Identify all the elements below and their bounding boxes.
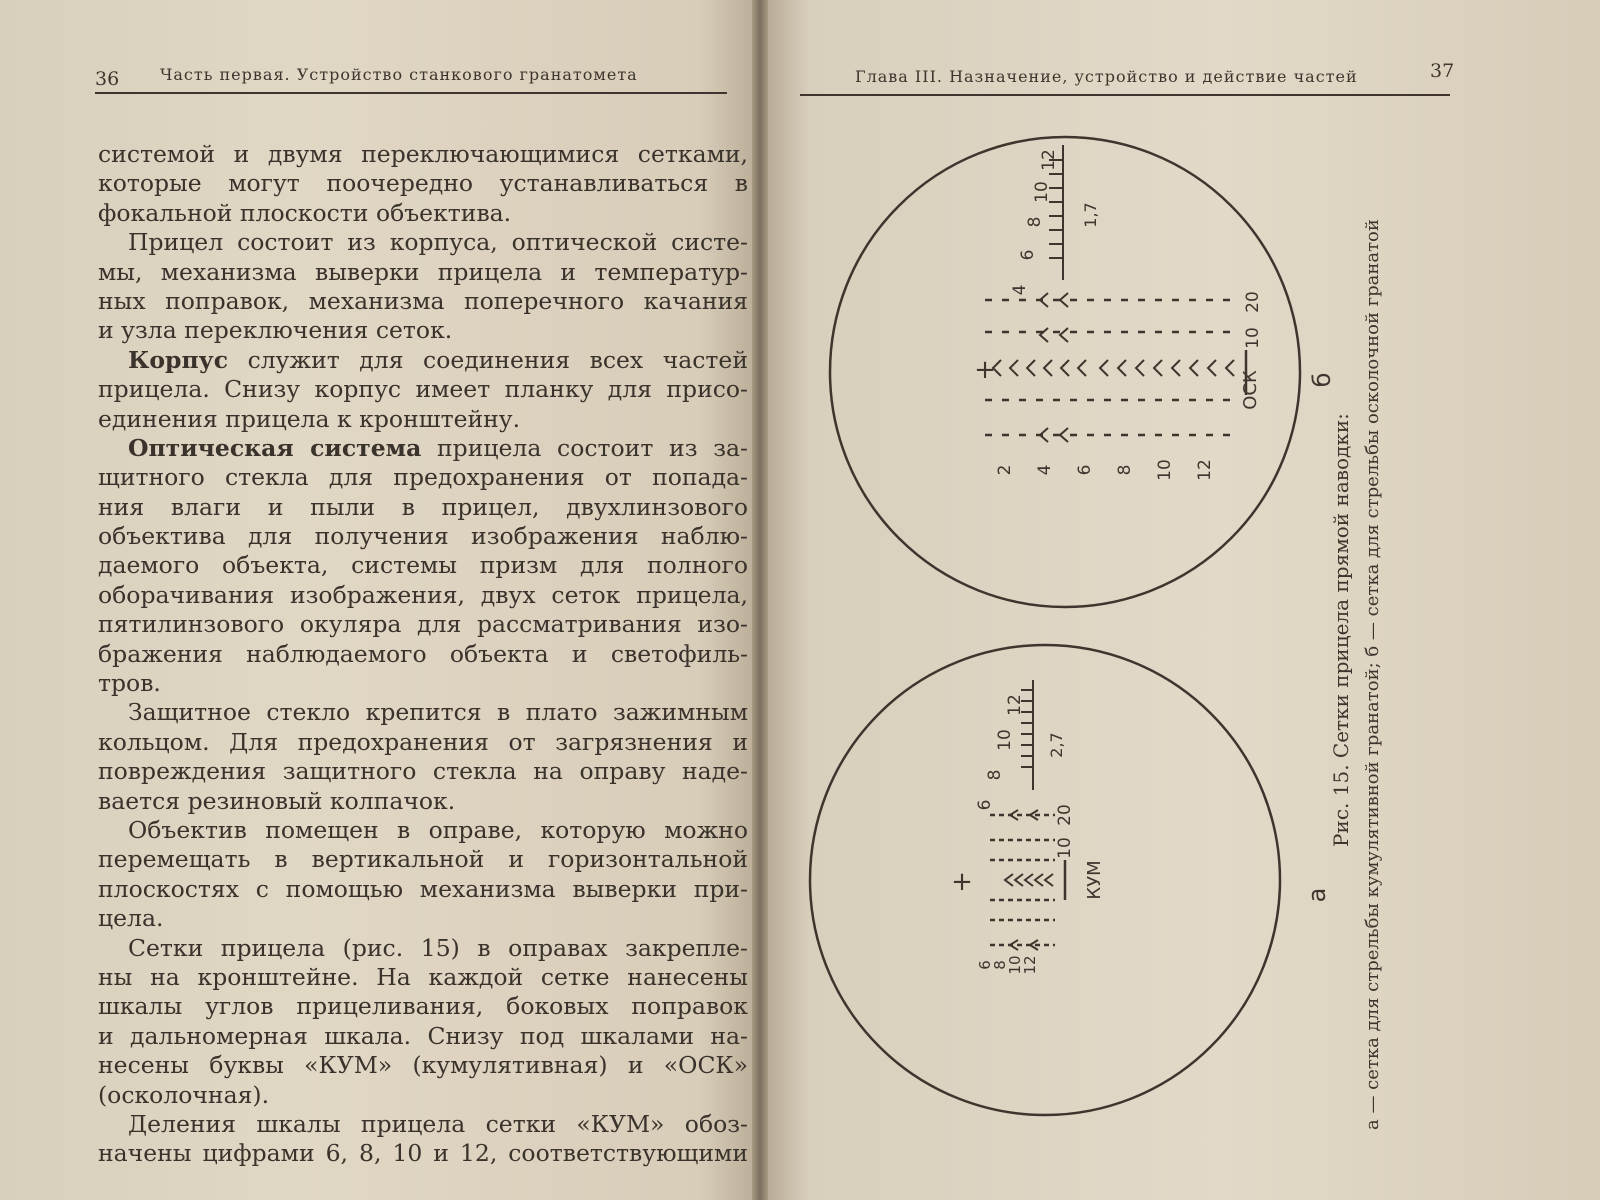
reticle-a-bottom-scale-label: 12 (1021, 955, 1039, 975)
reticle-b-chevron (1027, 360, 1035, 376)
reticle-b-chevron (1190, 360, 1198, 376)
line-text: и дальномерная шкала. Снизу под шкалами на- (98, 1021, 748, 1050)
reticle-a-chevron (1045, 874, 1053, 886)
reticle-b-side-scale-label: 20 (1243, 291, 1263, 313)
reticle-b-top-scale-label: 10 (1032, 181, 1052, 203)
reticle-a-bottom-scale-label: 6 (976, 960, 994, 970)
line-text: тров. (98, 669, 161, 698)
reticle-b-chevron (1044, 360, 1052, 376)
reticle-b-chevron (1078, 360, 1086, 376)
reticle-b-chevron (1040, 293, 1048, 307)
reticle-a-top-scale-label: 10 (995, 729, 1015, 751)
line-text: прицела. Снизу корпус имеет планку для присо- (98, 375, 748, 404)
right-header-title: Глава III. Назначение, устройство и действие частей (855, 67, 1358, 86)
line-text: Объектив помещен в оправе, которую можно (128, 815, 748, 844)
caption-title: Рис. 15. Сетки прицела прямой наводки: (1329, 413, 1353, 847)
line-text: Сетки прицела (рис. 15) в оправах закрепле- (128, 933, 748, 962)
reticle-b-top-scale-label: 8 (1025, 216, 1045, 228)
reticle-a-chevron (1005, 874, 1013, 886)
reticle-a-bottom-scale-label: 10 (1006, 955, 1024, 975)
reticle-b-top-scale-label: 6 (1018, 249, 1038, 261)
reticle-a-bottom-scale-label: 8 (991, 960, 1009, 970)
line-text: плоскостях с помощью механизма выверки при- (98, 874, 748, 903)
reticle-b-chevron (1100, 360, 1108, 376)
caption-text: а — сетка для стрельбы кумулятивной гранатой; б — сетка для стрельбы осколочной гранатой (1362, 219, 1383, 1130)
reticle-a-chevron (1025, 874, 1033, 886)
reticle-b (830, 137, 1336, 607)
reticle-b-chevron (1136, 360, 1144, 376)
left-header-title: Часть первая. Устройство станкового гранатомета (160, 65, 638, 84)
reticle-a-dash-rows (990, 810, 1055, 950)
reticle-a-chevron (1010, 940, 1018, 950)
line-text: системой и двумя переключающимися сетками, (98, 140, 748, 168)
figure-caption (1325, 130, 1455, 1130)
reticle-b-bottom-scale-label: 8 (1115, 464, 1135, 476)
right-page-number: 37 (1430, 60, 1455, 82)
reticle-b-bottom-scale-label: 2 (995, 464, 1015, 476)
reticle-b-bottom-scale-label: 12 (1195, 459, 1215, 481)
reticle-b-label: ОСК (1240, 370, 1261, 410)
reticle-a-side-scale-label: 10 (1055, 837, 1075, 859)
reticle-b-chevron (1060, 293, 1068, 307)
reticle-a-letter: а (1303, 887, 1331, 903)
line-text: Защитное стекло крепится в плато зажимным (128, 698, 748, 727)
line-text: ных поправок, механизма поперечного качания (98, 286, 748, 315)
line-text: ния влаги и пыли в прицел, двухлинзового (98, 492, 748, 521)
reticle-a-top-scale-label: 6 (975, 799, 995, 811)
reticle-b-cross: + (974, 355, 996, 385)
reticle-b-chevron (1061, 360, 1069, 376)
reticle-a-side-scale-label: 20 (1055, 804, 1075, 826)
line-text: вается резиновый колпачок. (98, 786, 456, 815)
left-page-number: 36 (95, 68, 120, 90)
reticle-a-top-scale-label: 12 (1005, 694, 1025, 716)
line-text: ны на кронштейне. На каждой сетке нанесены (98, 962, 748, 991)
line-text: мы, механизма выверки прицела и температур- (98, 257, 748, 286)
reticle-b-letter: б (1308, 372, 1336, 388)
line-text: пятилинзового окуляра для рассматривания изо- (98, 610, 748, 639)
reticle-b-chevron (1060, 328, 1068, 342)
reticle-a-cross: + (951, 867, 973, 897)
line-text: и узла переключения сеток. (98, 316, 453, 345)
reticle-a-range-value: 2,7 (1047, 732, 1066, 758)
reticle-b-bottom-scale-label: 10 (1155, 459, 1175, 481)
reticle-b-top-scale-label: 4 (1010, 284, 1030, 296)
reticle-b-chevron (1040, 428, 1048, 442)
line-text: единения прицела к кронштейну. (98, 404, 521, 433)
line-text: шкалы углов прицеливания, боковых поправок (98, 992, 748, 1021)
reticle-b-bottom-scale-label: 6 (1075, 464, 1095, 476)
reticle-b-chevron (1060, 428, 1068, 442)
bold-term: Оптическая система (128, 433, 422, 462)
line-text: кольцом. Для предохранения от загрязнения и (98, 727, 748, 756)
reticle-b-chevron (1154, 360, 1162, 376)
reticle-a (810, 645, 1331, 1115)
reticle-a-chevron (1010, 810, 1018, 820)
line-text: даемого объекта, системы призм для полного (98, 551, 748, 580)
reticle-a-chevron (1015, 874, 1023, 886)
line-text: начены цифрами 6, 8, 10 и 12, соответствующими (98, 1139, 748, 1168)
line-text: бражения наблюдаемого объекта и светофиль- (98, 639, 748, 668)
reticle-b-side-scale-label: 10 (1243, 327, 1263, 349)
reticle-b-chevron (1010, 360, 1018, 376)
reticle-a-chevron (1035, 874, 1043, 886)
reticle-b-top-ticks (1049, 160, 1063, 258)
line-text: перемещать в вертикальной и горизонтальной (98, 845, 748, 874)
reticle-b-chevron (1172, 360, 1180, 376)
line-text: Прицел состоит из корпуса, оптической систе- (128, 228, 748, 257)
reticle-a-top-scale-label: 8 (985, 769, 1005, 781)
line-text: несены буквы «КУМ» (кумулятивная) и «ОСК» (98, 1051, 748, 1080)
reticle-b-bottom-scale-label: 4 (1035, 464, 1055, 476)
reticle-b-chevron (1226, 360, 1234, 376)
line-text: (осколочная). (98, 1080, 270, 1109)
line-text: объектива для получения изображения наблю- (98, 522, 748, 551)
reticle-b-dash-rows (985, 293, 1235, 442)
reticle-b-chevron (1118, 360, 1126, 376)
reticle-a-label: КУМ (1084, 860, 1105, 900)
book-spine (752, 0, 768, 1200)
reticle-b-top-scale-label: 12 (1039, 149, 1059, 171)
line-text: оборачивания изображения, двух сеток прицела, (98, 580, 748, 609)
reticle-b-range-value: 1,7 (1081, 202, 1100, 228)
line-text: прицела состоит из за- (421, 433, 748, 462)
line-text: щитного стекла для предохранения от попада- (98, 463, 748, 492)
reticle-b-chevron (1040, 328, 1048, 342)
line-text: фокальной плоскости объектива. (98, 198, 512, 227)
line-text: цела. (98, 904, 164, 933)
line-text: которые могут поочередно устанавливаться в (98, 169, 748, 198)
line-text: повреждения защитного стекла на оправу наде- (98, 757, 748, 786)
line-text: Деления шкалы прицела сетки «КУМ» обоз- (128, 1109, 748, 1138)
reticle-b-chevron (1208, 360, 1216, 376)
line-text: служит для соединения всех частей (228, 345, 748, 374)
reticle-b-labels (974, 149, 1336, 481)
bold-term: Корпус (128, 345, 229, 374)
